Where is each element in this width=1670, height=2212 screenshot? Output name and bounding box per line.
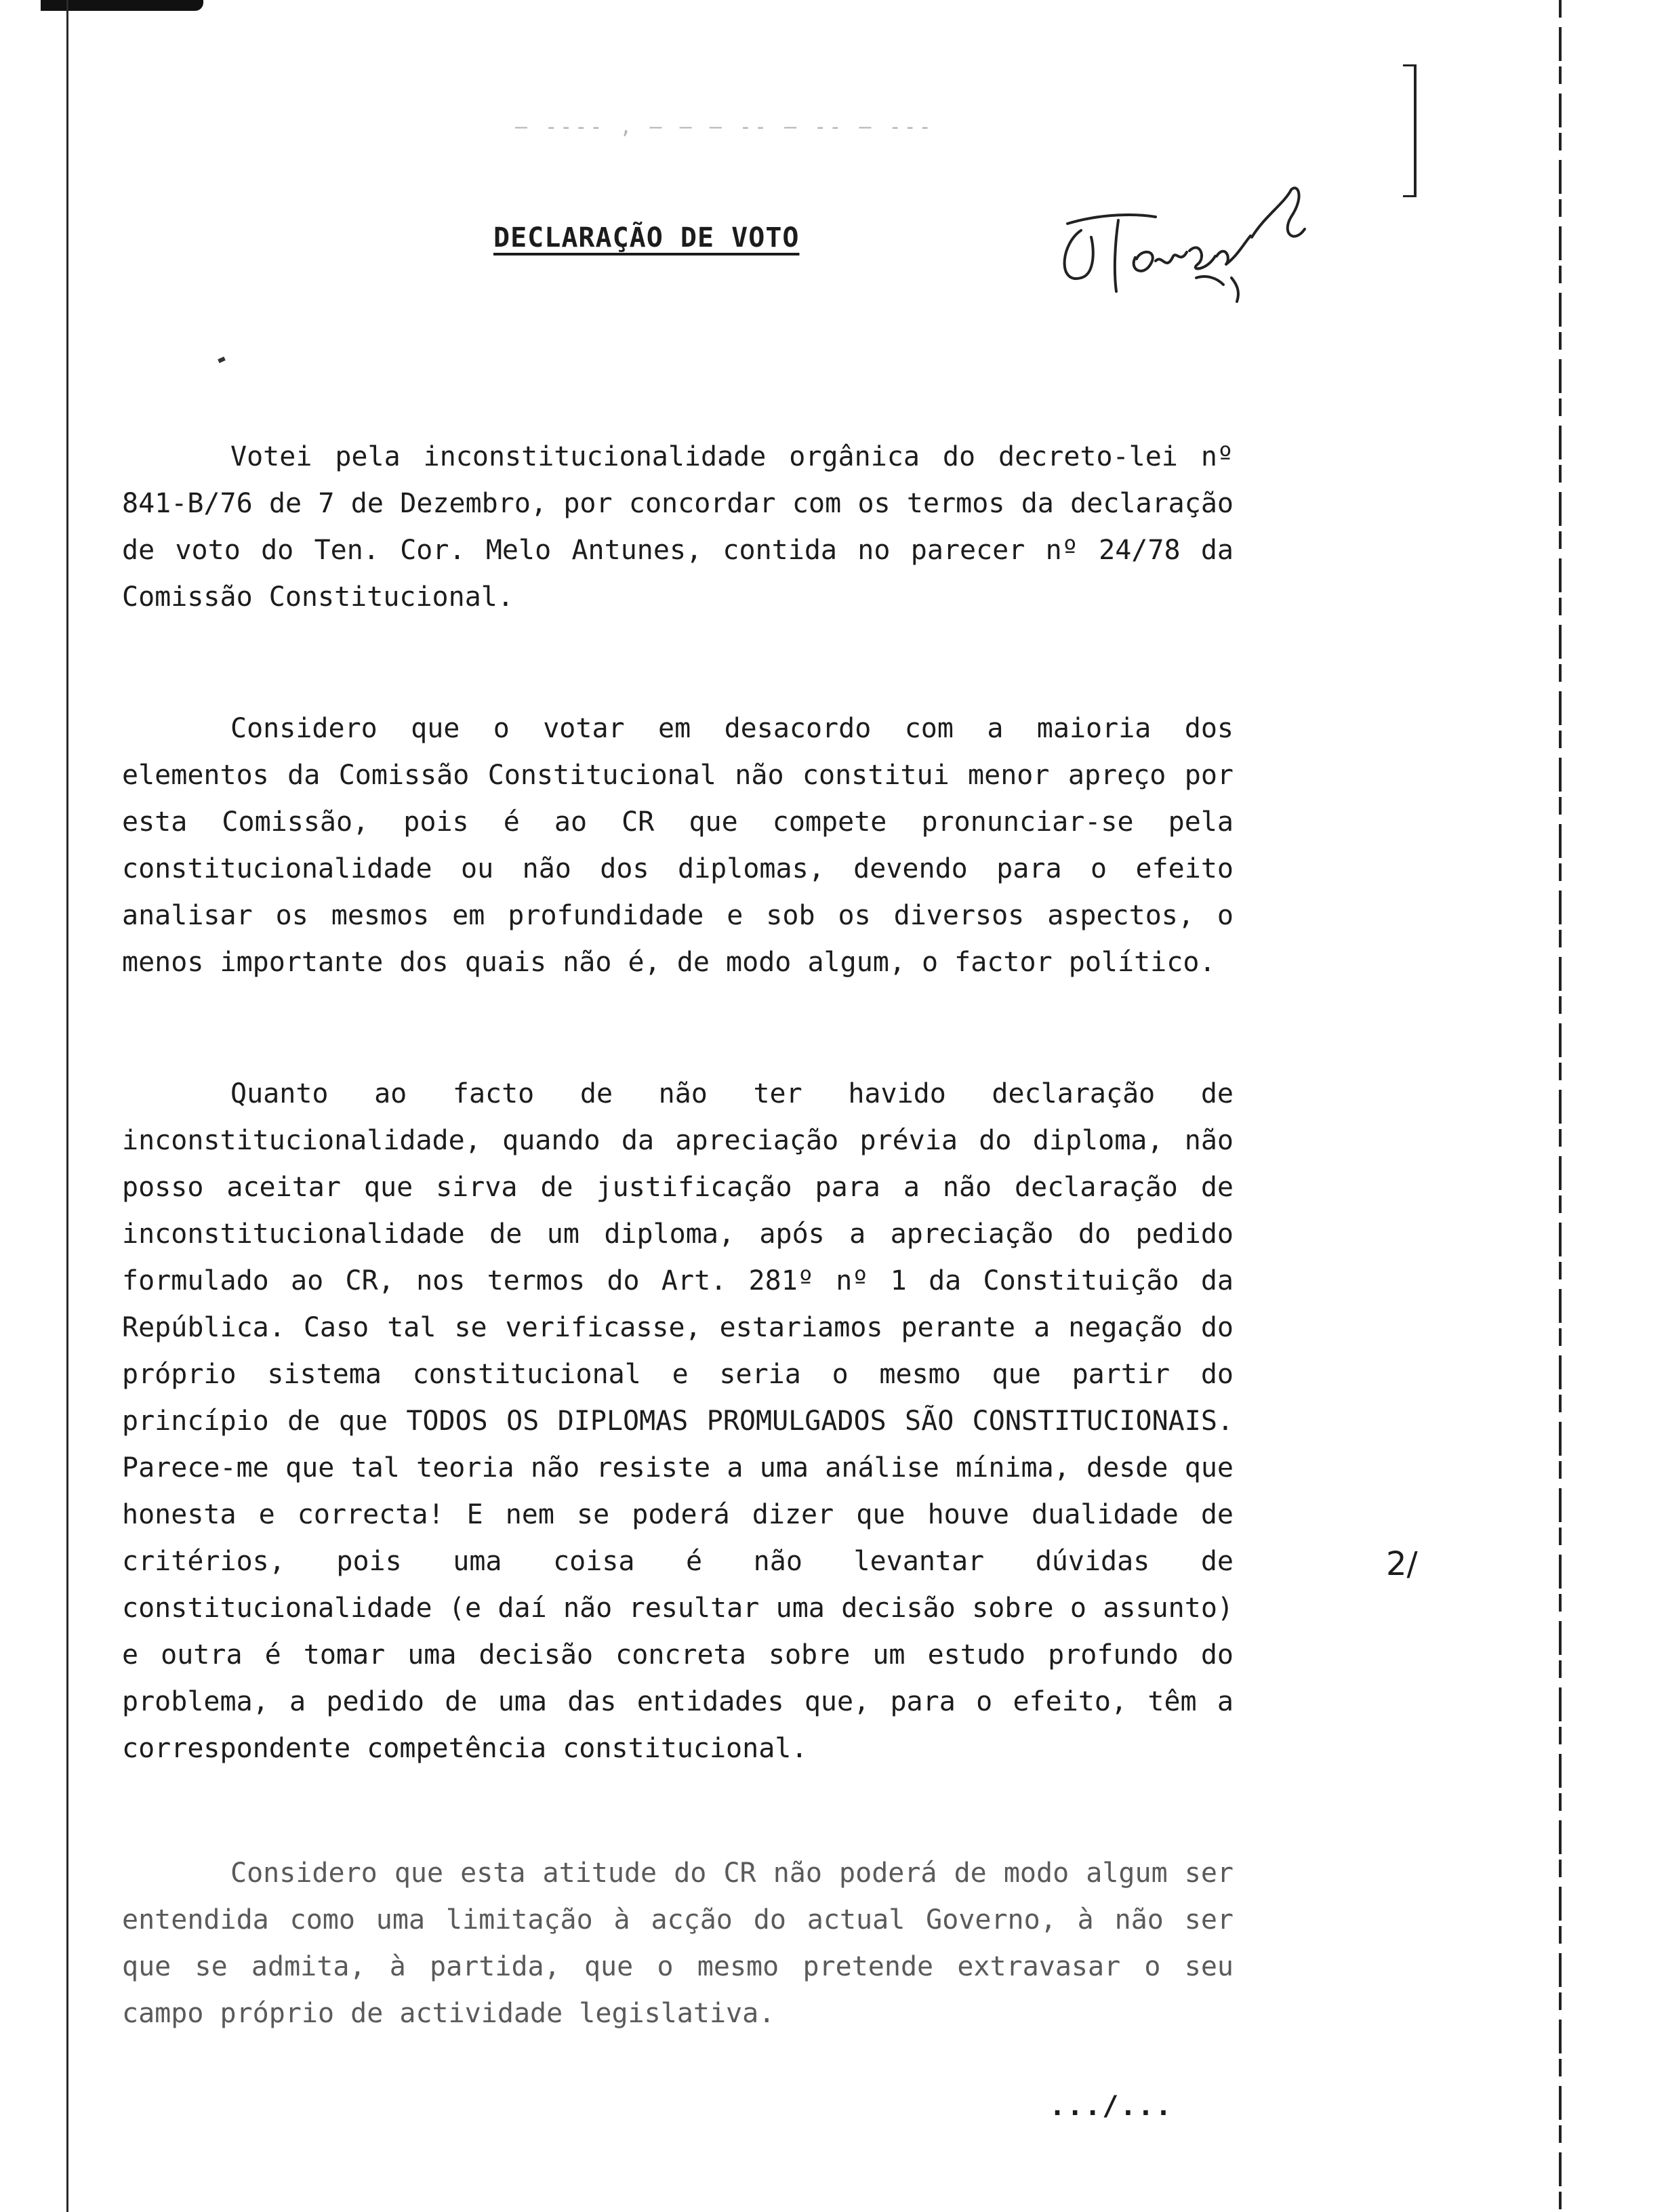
paragraph-government-action: Considero que esta atitude do CR não poderá de modo algum ser entendida como uma limitação à acção do actual Governo, à não ser que se admita, à partida, que o mesmo pretende extravasar o seu campo próprio de actividade legislativa. [122, 1858, 1234, 2029]
handwritten-page-mark: 2/ [1386, 1545, 1418, 1583]
paragraph-vote: Votei pela inconstitucionalidade orgânica do decreto-lei nº 841-B/76 de 7 de Dezembro, por concordar com os termos da declaração de voto do Ten. Cor. Melo Antunes, contida no parecer nº 24/78 da Comissão Constitucional. [122, 441, 1234, 613]
margin-bracket [1403, 64, 1417, 197]
paragraph-disagreement: Considero que o votar em desacordo com a maioria dos elementos da Comissão Constitucional não constitui menor apreço por esta Comissão, pois é ao CR que compete pronunciar-se pela constitucionalidade ou não dos diplomas, devendo para o efeito analisar os mesmos em profundidade e sob os diversos aspectos, o menos importante dos quais não é, de modo algum, o factor político. [122, 713, 1234, 978]
handwritten-signature [1054, 176, 1339, 314]
paragraph-prior-assessment: Quanto ao facto de não ter havido declaração de inconstitucionalidade, quando da apreciação prévia do diploma, não posso aceitar que sirva de justificação para a não declaração de inconstitucionalidade de um diploma, após a apreciação do pedido formulado ao CR, nos termos do Art. 281º nº 1 da Constituição da República. Caso tal se verificasse, estariamos perante a negação do próprio sistema constitucional e seria o mesmo que partir do princípio de que TODOS OS DIPLOMAS PROMULGADOS SÃO CONSTITUCIONAIS. Parece-me que tal teoria não resiste a uma análise mínima, desde que honesta e correcta! E nem se poderá dizer que houve dualidade de critérios, pois uma coisa é não levantar dúvidas de constitucionalidade (e daí não resultar uma decisão sobre o assunto) e outra é tomar uma decisão concreta sobre um estudo profundo do problema, a pedido de uma das entidades que, para o efeito, têm a correspondente competência constitucional. [122, 1078, 1234, 1764]
faint-header-text: – ---- , – – – -- – -- – --- [515, 115, 934, 139]
document-body [122, 434, 1234, 2037]
continuation-mark: .../... [1049, 2091, 1173, 2122]
ink-speck [218, 356, 226, 363]
right-binding-edge [1559, 0, 1562, 2212]
scan-edge-mark [41, 0, 203, 11]
left-margin-rule [66, 0, 68, 2212]
document-title: DECLARAÇÃO DE VOTO [493, 222, 800, 253]
